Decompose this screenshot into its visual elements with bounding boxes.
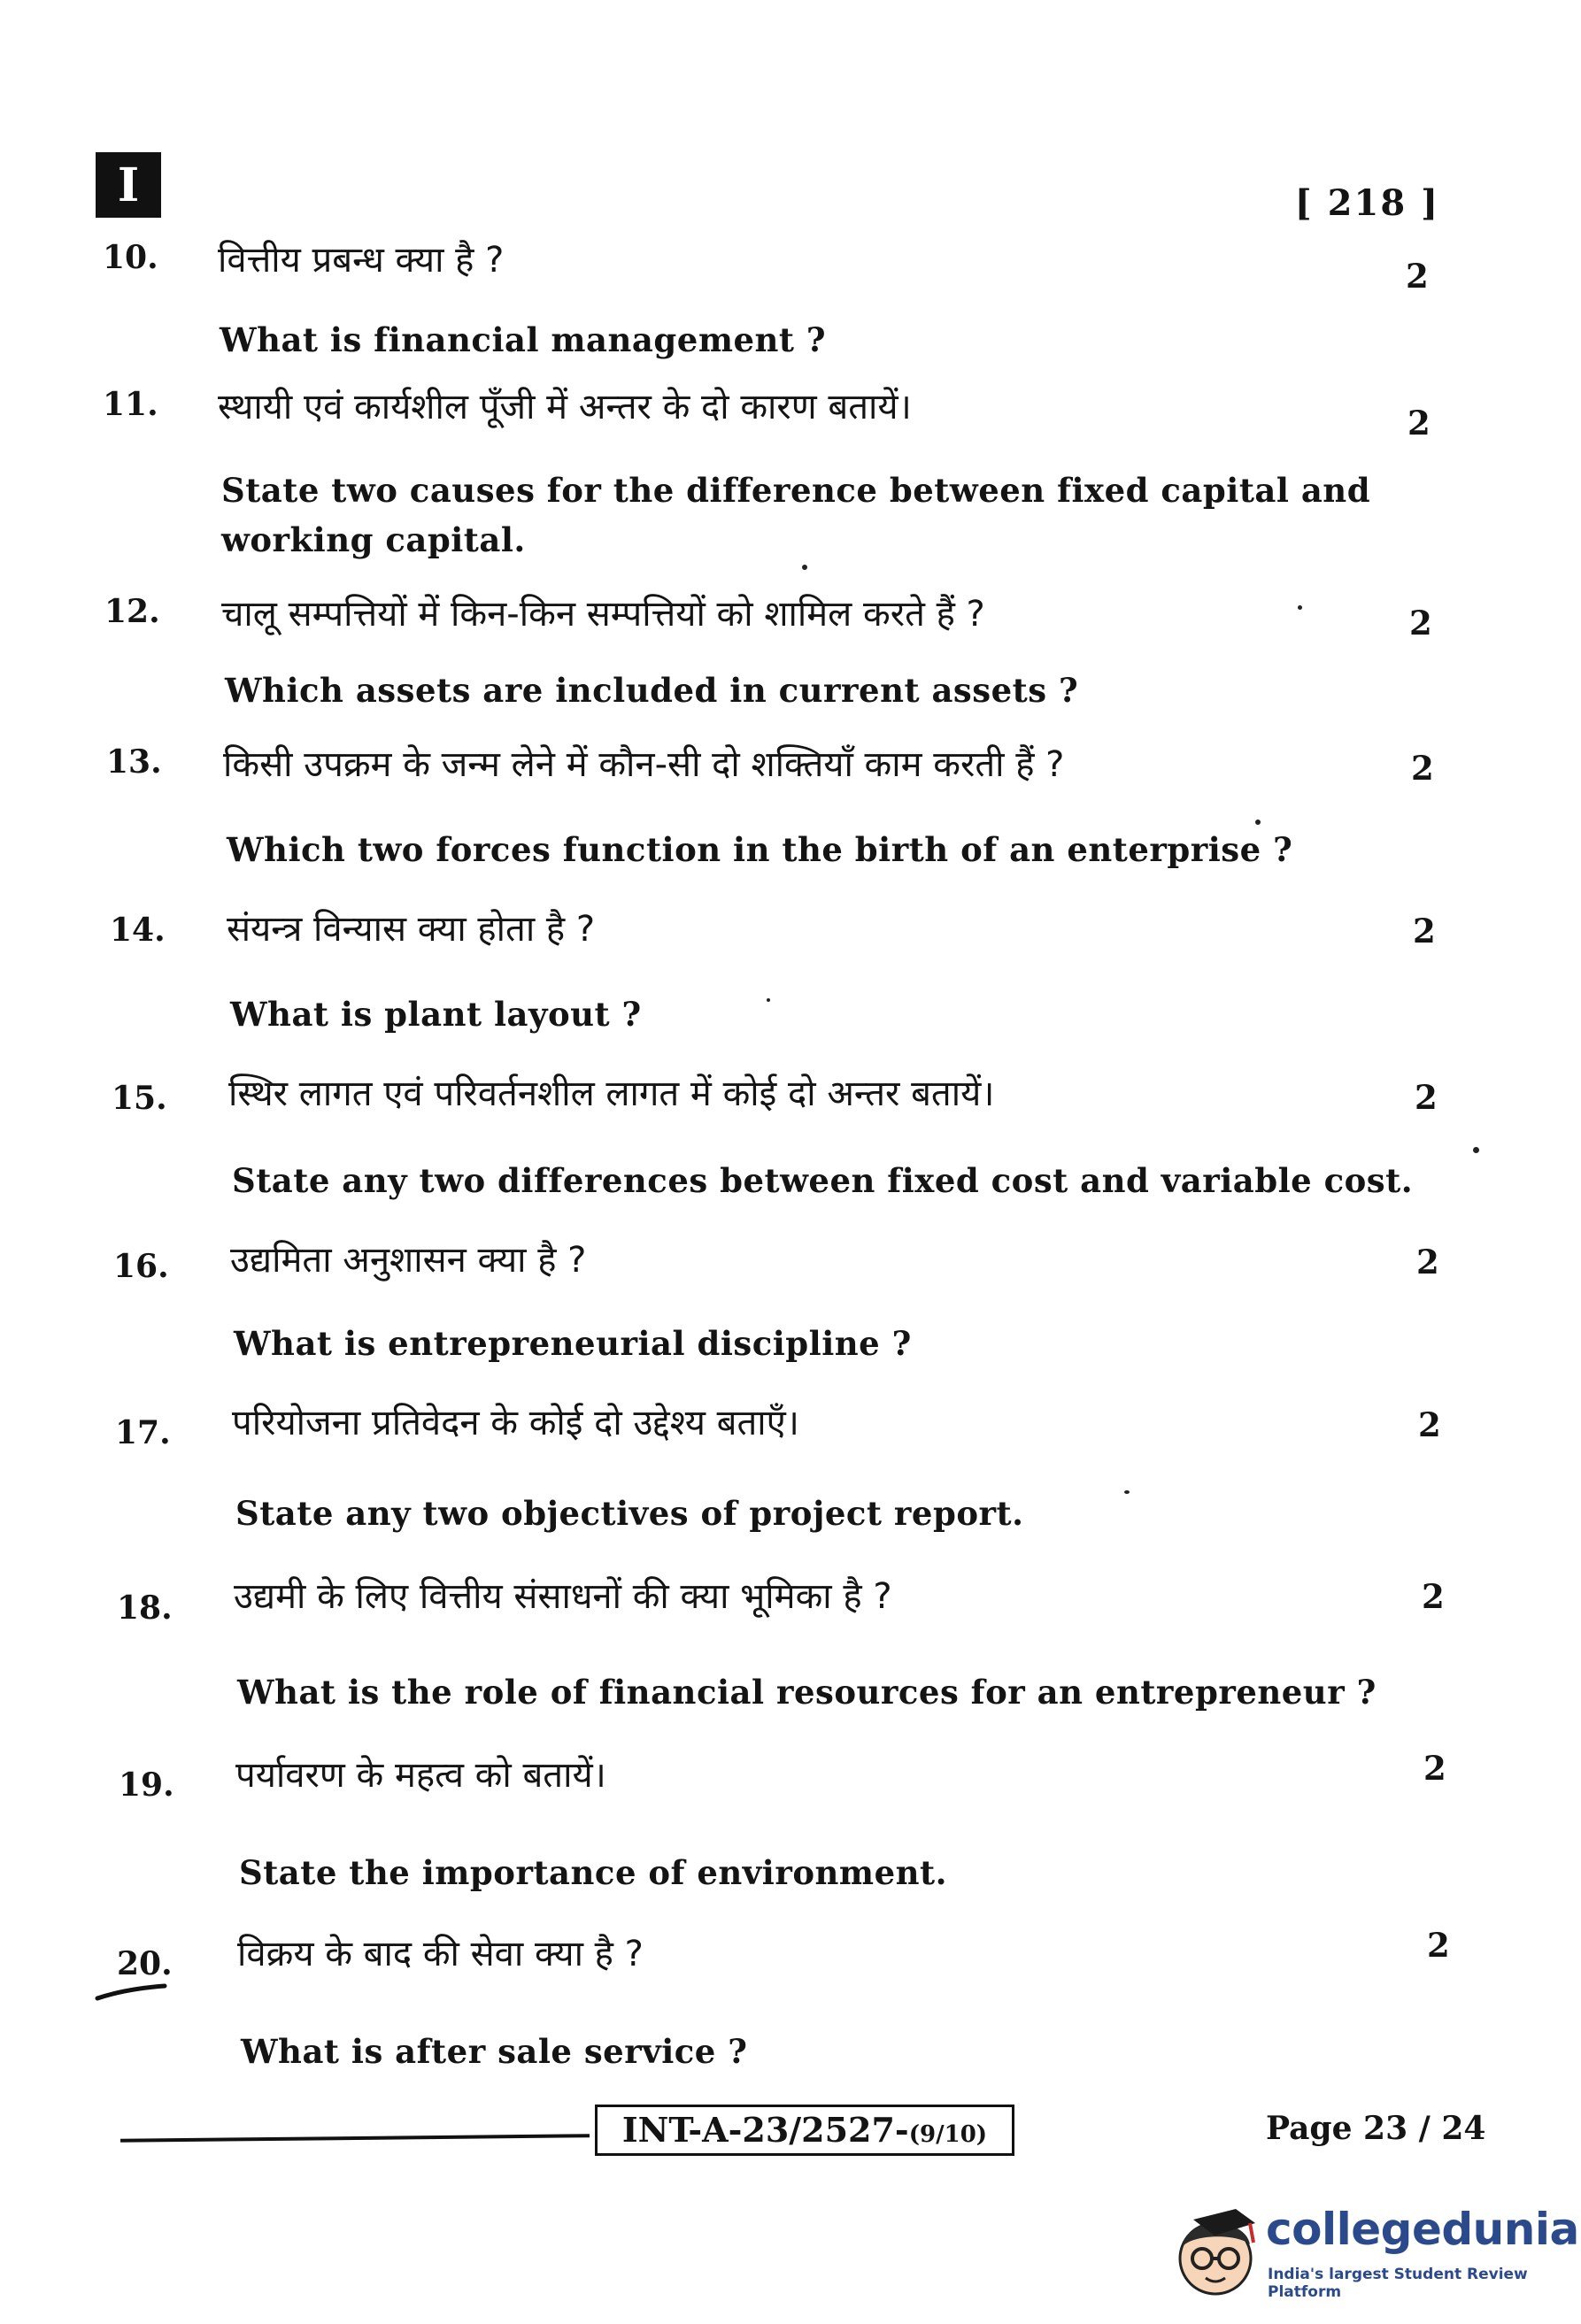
question-number: 17. (115, 1414, 171, 1451)
scan-speck (1473, 1147, 1479, 1153)
question-hindi: परियोजना प्रतिवेदन के कोई दो उद्देश्य बताएँ। (232, 1403, 799, 1443)
question-number: 19. (119, 1766, 174, 1804)
scan-speck (767, 998, 770, 1002)
question-english: State the importance of environment. (239, 1853, 947, 1892)
scan-speck (1255, 820, 1261, 825)
question-hindi: उद्यमी के लिए वित्तीय संसाधनों की क्या भूमिका है ? (234, 1576, 892, 1617)
question-english: What is the role of financial resources for an entrepreneur ? (237, 1673, 1377, 1712)
question-english: State any two objectives of project report. (235, 1494, 1024, 1533)
question-hindi: संयन्त्र विन्यास क्या होता है ? (227, 909, 596, 950)
question-english: What is financial management ? (220, 320, 827, 359)
question-english: What is plant layout ? (230, 995, 642, 1034)
question-number: 10. (103, 239, 158, 276)
question-marks: 2 (1413, 912, 1436, 950)
question-number: 13. (106, 743, 162, 781)
section-label: I (96, 152, 161, 218)
question-number: 18. (117, 1589, 173, 1627)
question-hindi: वित्तीय प्रबन्ध क्या है ? (218, 240, 505, 281)
question-marks: 2 (1415, 1078, 1438, 1117)
collegedunia-logo (1167, 2200, 1579, 2306)
question-hindi: स्थिर लागत एवं परिवर्तनशील लागत में कोई दो अन्तर बतायें। (228, 1074, 995, 1114)
question-marks: 2 (1406, 257, 1429, 296)
footer-code-main: INT-A-23/2527- (621, 2110, 909, 2150)
handwritten-tick-icon (92, 1970, 172, 2005)
question-marks: 2 (1422, 1577, 1445, 1616)
footer-divider (120, 2134, 590, 2143)
question-hindi: पर्यावरण के महत्व को बतायें। (235, 1755, 606, 1796)
logo-tagline: India's largest Student Review Platform (1268, 2266, 1528, 2301)
question-marks: 2 (1407, 404, 1431, 442)
question-number: 16. (113, 1248, 169, 1285)
footer-page-number: Page 23 / 24 (1266, 2110, 1486, 2147)
scan-speck (1124, 1490, 1130, 1494)
question-number: 15. (112, 1080, 167, 1117)
question-hindi: किसी उपक्रम के जन्म लेने में कौन-सी दो शक्तियाँ काम करती हैं ? (223, 744, 1065, 785)
question-hindi: स्थायी एवं कार्यशील पूँजी में अन्तर के दो कारण बतायें। (218, 387, 912, 427)
question-english: Which assets are included in current assets ? (225, 671, 1079, 710)
question-english: State two causes for the difference between fixed capital and working capital. (221, 471, 1371, 559)
question-number: 12. (104, 593, 160, 630)
question-marks: 2 (1423, 1749, 1446, 1788)
paper-code: [ 218 ] (1294, 182, 1439, 224)
question-english: What is entrepreneurial discipline ? (234, 1324, 912, 1363)
question-number: 11. (103, 386, 158, 423)
question-marks: 2 (1409, 604, 1432, 643)
question-hindi: उद्यमिता अनुशासन क्या है ? (230, 1240, 587, 1281)
footer-code-set: (9/10) (908, 2121, 988, 2148)
footer-paper-code (595, 2105, 1014, 2156)
question-english: What is after sale service ? (241, 2032, 748, 2071)
scan-speck (802, 565, 807, 570)
question-number: 20. (117, 1945, 173, 1982)
question-hindi: विक्रय के बाद की सेवा क्या है ? (237, 1934, 644, 1974)
scan-speck (1298, 605, 1302, 610)
question-number: 14. (110, 912, 166, 949)
logo-brand: collegedunia (1266, 2204, 1579, 2255)
question-english: Which two forces function in the birth of an enterprise ? (227, 830, 1293, 869)
question-marks: 2 (1427, 1926, 1450, 1965)
question-english: State any two differences between fixed cost and variable cost. (232, 1161, 1414, 1200)
question-hindi: चालू सम्पत्तियों में किन-किन सम्पत्तियों को शामिल करते हैं ? (221, 594, 985, 635)
question-marks: 2 (1416, 1243, 1439, 1281)
question-marks: 2 (1418, 1405, 1441, 1444)
student-mascot-icon (1167, 2200, 1264, 2306)
question-marks: 2 (1411, 749, 1434, 788)
